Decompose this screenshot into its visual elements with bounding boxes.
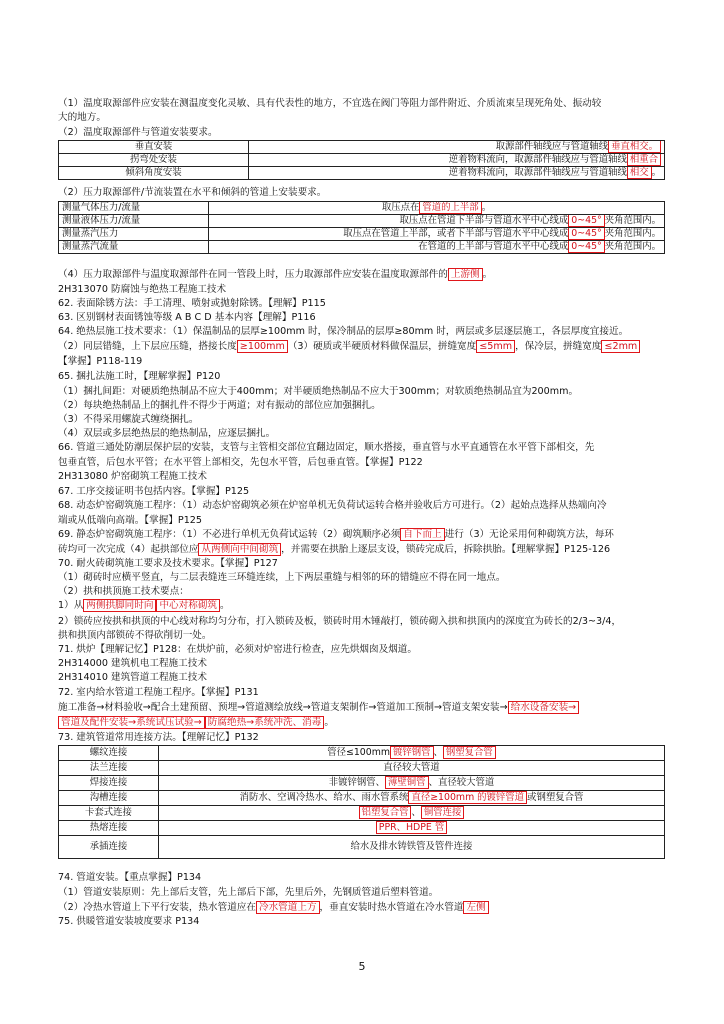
highlight: ≤2mm (601, 340, 640, 353)
table-cell-value (159, 821, 665, 836)
table-cell-label: 垂直安装 (59, 141, 249, 154)
highlight: 钢塑复合管 (443, 746, 496, 759)
highlight: 铜管连接 (421, 806, 465, 819)
text-line: （2）冷热水管道上下平行安装，热水管道应在 冷水管道上方 ，垂直安装时热水管道在冷水管道 左侧 (58, 901, 668, 915)
highlight: 0~45° (568, 215, 604, 228)
highlight: 铝塑复合管 (359, 806, 412, 819)
text-line: （1）管道安装原则：先上部后支管，先上部后下部，先里后外，先钢质管道后塑料管道。 (58, 887, 439, 898)
table-row (59, 154, 665, 167)
highlight: ≥100mm (237, 340, 288, 353)
table-row (59, 791, 665, 806)
highlight: 0~45° (568, 241, 604, 254)
text-line: （2）每块绝热制品上的捆扎件不得少于两道；对有振动的部位应加强捆扎。 (58, 400, 381, 411)
text-line: 72. 室内给水管道工程施工程序。【掌握】P131 (58, 687, 259, 698)
highlight: PPR、HDPE 管 (376, 821, 447, 834)
table-cell-value: 铝塑复合管 、 铜管连接 (159, 806, 665, 821)
table-cell-label: 热熔连接 (59, 821, 159, 836)
text-line: 74. 管道安装。【重点掌握】P134 (58, 872, 202, 883)
text-line: 【掌握】P118-119 (58, 356, 143, 367)
text-line: 包垂直管，后包水平管；在水平管上部相交，先包水平管，后包垂直管。【掌握】P122 (58, 457, 423, 468)
section-heading: 2H314000 建筑机电工程施工技术 (58, 658, 207, 669)
table-row (59, 821, 665, 836)
table-cell-label: 法兰连接 (59, 761, 159, 776)
highlight: 上游侧 (448, 268, 483, 281)
table-cell-label: 倾斜角度安装 (59, 167, 249, 180)
page-number: 5 (358, 960, 366, 973)
table-row (59, 836, 665, 859)
text-line: 70. 耐火砖砌筑施工要求及技术要求。【掌握】P127 (58, 558, 278, 569)
text-line: 管道及配件安装→系统试压试验→ 防腐绝热→系统冲洗、消毒 。 (58, 716, 668, 730)
text-line: （2）同层错缝，上下层应压缝，搭接长度 ≥100mm （3）硬质或半硬质材料做保温层，拼缝宽度 ≤5mm ，保冷层，拼缝宽度 ≤2mm (58, 340, 668, 354)
table-cell-label: 卡套式连接 (59, 806, 159, 821)
text-line: （2）温度取源部件与管道安装要求。 (58, 127, 218, 138)
table-cell-label: 沟槽连接 (59, 791, 159, 806)
table-cell-label: 承插连接 (59, 836, 159, 859)
pipe-connection-table (58, 745, 665, 859)
table-cell-value: 在管道的上半部与管道水平中心线成 0~45° 夹角范围内。 (209, 241, 665, 254)
table-cell-value: 取源部件轴线应与管道轴线 垂直相交。 (249, 141, 665, 154)
text-line: 66. 管道三通处防潮层保护层的安装，支管与主管相交部位宜翻边固定，顺水搭接，垂直管与水平直通管在水平管下部相交，先 (58, 442, 595, 453)
highlight: ≤5mm (476, 340, 515, 353)
text-line: （4）压力取源部件与温度取源部件在同一管段上时，压力取源部件应安装在温度取源部件的 上游侧 。 (58, 269, 493, 280)
text-line: 65. 捆扎法施工时，【理解掌握】P120 (58, 371, 221, 382)
text-line: 71. 烘炉【理解记忆】P128：在烘炉前，必须对炉窑进行检查，应先烘烟囱及烟道。 (58, 644, 417, 655)
table-cell-label: 测量蒸汽压力 (59, 228, 209, 241)
highlight: 两侧拱脚同时向 (83, 599, 156, 612)
text-line: 施工准备→材料验收→配合土建预留、预埋→管道测绘放线→管道支架制作→管道加工预制→管道支架安装→ 给水设备安装→ (58, 701, 668, 715)
highlight: 镀锌钢管 (390, 746, 434, 759)
text-line: 69. 静态炉窑砌筑施工程序：（1）不必进行单机无负荷试运转（2）砌筑顺序必须 自下而上 进行（3）无论采用何种砌筑方法，每环 (58, 529, 614, 540)
table-row (59, 776, 665, 791)
text-line: 大的地方。 (58, 112, 106, 123)
highlight: 中心对称砌筑 (156, 599, 220, 612)
text-line: 砖均可一次完成（4）起拱部位应 从两侧向中间砌筑 ，并需要在拱胎上逐层支设，锁砖完成后，拆除拱胎。【理解掌握】P125-126 (58, 544, 611, 555)
table-row (59, 167, 665, 180)
table-cell-value: 消防水、空调冷热水、给水、雨水管系统 直径≥100mm 的镀锌管道 或钢塑复合管 (159, 791, 665, 806)
highlight: 薄壁铜管 (385, 776, 429, 789)
highlight: 垂直相交。 (608, 141, 661, 154)
table-cell-label: 测量蒸汽流量 (59, 241, 209, 254)
table-row (59, 806, 665, 821)
text-line: 68. 动态炉窑砌筑施工程序：（1）动态炉窑砌筑必须在炉窑单机无负荷试运转合格并验收后方可进行。（2）起始点选择从热端向冷 (58, 500, 607, 511)
text-line: 2）锁砖应按拱和拱顶的中心线对称均匀分布，打入锁砖及板，锁砖时用木锤敲打，锁砖砌入拱和拱顶内的深度宜为砖长的2/3~3/4， (58, 616, 622, 627)
text-line: 73. 建筑管道常用连接方法。【理解记忆】P132 (58, 732, 259, 743)
text-line: 75. 供暖管道安装坡度要求 P134 (58, 916, 200, 927)
table-row (59, 241, 665, 254)
table-cell-value: 取压点在管道下半部与管道水平中心线成 0~45° 夹角范围内。 (209, 215, 665, 228)
highlight: 0~45° (568, 228, 604, 241)
table-cell-value: 取压点在管道上半部，或者下半部与管道水平中心线成 0~45° 夹角范围内。 (209, 228, 665, 241)
table-row (59, 141, 665, 154)
text-line: （2）压力取源部件/节流装置在水平和倾斜的管道上安装要求。 (58, 187, 327, 198)
highlight: 相重合 (627, 154, 661, 167)
text-line: 64. 绝热层施工技术要求：（1）保温制品的层厚≥100mm 时，保冷制品的层厚≥80mm 时，两层或多层逐层施工，各层厚度宜接近。 (58, 326, 629, 337)
highlight: 自下而上 (400, 528, 444, 541)
table-cell-value: 给水及排水铸铁管及管件连接 (159, 836, 665, 859)
text-line: （1）砌砖时应横平竖直，与二层表缝连三环缝连续，上下两层重缝与相邻的环的错缝应不得在同一地点。 (58, 572, 506, 583)
table-row (59, 228, 665, 241)
highlight: 防腐绝热→系统冲洗、消毒 (205, 716, 325, 729)
text-line: 1）从 两侧拱脚同时向 中心对称砌筑 。 (58, 600, 230, 611)
section-heading: 2H314010 建筑管道工程施工技术 (58, 672, 207, 683)
table-row (59, 746, 665, 761)
table-cell-label: 焊接连接 (59, 776, 159, 791)
table-cell-value: 取压点在 管道的上半部 。 (209, 202, 665, 215)
table-cell-value: 逆着物料流向，取源部件轴线应与管道轴线 相重合 (249, 154, 665, 167)
table-cell-label: 测量液体压力/流量 (59, 215, 209, 228)
highlight: 给水设备安装→ (508, 701, 580, 714)
text-line: 67. 工序交接证明书包括内容。【掌握】P125 (58, 486, 250, 497)
text-line: 拱和拱顶内部锁砖不得砍削切一处。 (58, 630, 212, 641)
table-cell-label: 螺纹连接 (59, 746, 159, 761)
highlight: 相交 (627, 167, 652, 180)
section-heading: 2H313080 炉窑砌筑工程施工技术 (58, 471, 207, 482)
table-row (59, 202, 665, 215)
text-line: 62. 表面除锈方法：手工清理、喷射或抛射除锈。【理解】P115 (58, 298, 326, 309)
pressure-install-table (58, 201, 665, 254)
text-line: （2）拱和拱顶施工技术要点： (58, 586, 189, 597)
highlight: 左侧 (463, 901, 488, 914)
table-cell-value: 非镀锌钢管、 薄壁铜管 、直径较大管道 (159, 776, 665, 791)
table-cell-label: 拐弯处安装 (59, 154, 249, 167)
table-cell-value: 逆着物料流向，取源部件轴线应与管道轴线 相交 。 (249, 167, 665, 180)
table-cell-value: 管径≤100mm 镀锌钢管 、 钢塑复合管 (159, 746, 665, 761)
text-line: 63. 区别钢材表面锈蚀等级 A B C D 基本内容【理解】P116 (58, 312, 316, 323)
table-cell-label: 测量气体压力/流量 (59, 202, 209, 215)
text-line: （3）不得采用螺旋式缠绕捆扎。 (58, 414, 199, 425)
highlight: 直径≥100mm 的镀锌管道 (408, 791, 527, 804)
text-line: （1）温度取源部件应安装在测温度变化灵敏、具有代表性的地方，不宜选在阀门等阻力部件附近、介质流束呈现死角处、振动较 (58, 98, 602, 109)
text-line: 端或从低端向高端。【掌握】P125 (58, 515, 203, 526)
table-cell-value: 直径较大管道 (159, 761, 665, 776)
table-row (59, 215, 665, 228)
table-row (59, 761, 665, 776)
text-line: （1）捆扎间距：对硬质绝热制品不应大于400mm；对半硬质绝热制品不应大于300mm；对软质绝热制品宜为200mm。 (58, 386, 579, 397)
highlight: 从两侧向中间砌筑 (198, 543, 281, 556)
highlight: 冷水管道上方 (256, 901, 320, 914)
highlight: 管道及配件安装→系统试压试验→ (58, 716, 205, 729)
section-heading: 2H313070 防腐蚀与绝热工程施工技术 (58, 284, 227, 295)
highlight: 管道的上半部 (419, 202, 481, 215)
temperature-install-table (58, 140, 665, 180)
text-line: （4）双层或多层绝热层的绝热制品，应逐层捆扎。 (58, 428, 276, 439)
